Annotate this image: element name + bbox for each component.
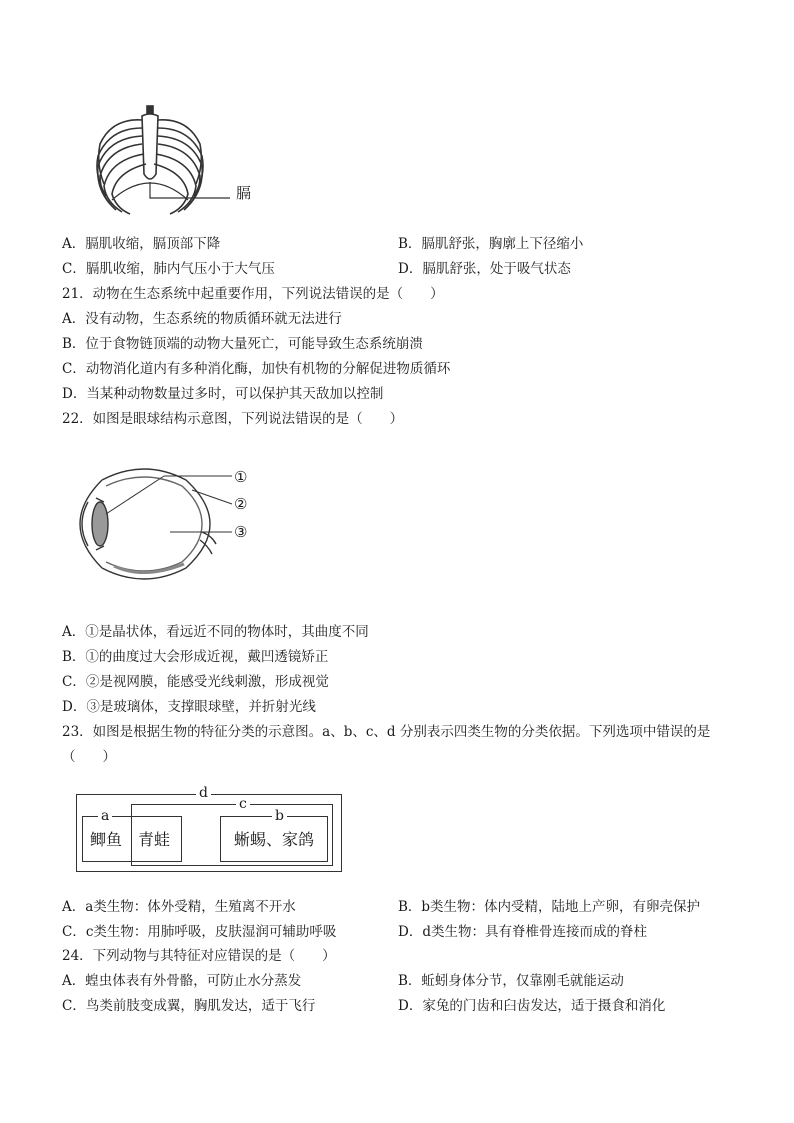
eye-label-2: ② — [234, 495, 248, 513]
eye-label-3: ③ — [234, 523, 248, 541]
organism-fish: 鲫鱼 — [90, 830, 123, 849]
q22-option-c[interactable]: C．②是视网膜，能感受光线刺激，形成视觉 — [62, 674, 329, 690]
q20-option-b[interactable]: B．膈肌舒张，胸廓上下径缩小 — [398, 236, 584, 252]
eye-label-1: ① — [234, 468, 248, 486]
organism-others: 蜥蜴、家鸽 — [234, 830, 315, 849]
q24-option-d[interactable]: D．家兔的门齿和臼齿发达，适于摄食和消化 — [398, 998, 666, 1014]
q20-option-d[interactable]: D．膈肌舒张，处于吸气状态 — [398, 261, 571, 277]
q24-option-c[interactable]: C．鸟类前肢变成翼，胸肌发达，适于飞行 — [62, 998, 316, 1014]
q21-option-d[interactable]: D．当某种动物数量过多时，可以保护其天敌加以控制 — [62, 386, 384, 402]
q23-stem: 23．如图是根据生物的特征分类的示意图。a、b、c、d 分别表示四类生物的分类依据。下列选项中错误的是 — [62, 724, 711, 740]
q23-option-b[interactable]: B．b类生物：体内受精，陆地上产卵，有卵壳保护 — [398, 899, 701, 915]
q24-option-b[interactable]: B．蚯蚓身体分节，仅靠刚毛就能运动 — [398, 973, 624, 989]
q23-stem-bracket: （ ） — [62, 749, 116, 765]
q22-option-d[interactable]: D．③是玻璃体，支撑眼球壁，并折射光线 — [62, 699, 316, 715]
q20-option-a[interactable]: A．膈肌收缩，膈顶部下降 — [62, 236, 221, 252]
classification-diagram — [76, 785, 342, 874]
q22-option-a[interactable]: A．①是晶状体，看远近不同的物体时，其曲度不同 — [62, 624, 369, 640]
q21-option-c[interactable]: C．动物消化道内有多种消化酶，加快有机物的分解促进物质循环 — [62, 361, 451, 377]
q23-option-c[interactable]: C．c类生物：用肺呼吸，皮肤湿润可辅助呼吸 — [62, 924, 337, 940]
label-d: d — [196, 785, 211, 801]
label-c: c — [236, 796, 250, 812]
label-a: a — [98, 808, 112, 824]
q21-stem: 21．动物在生态系统中起重要作用，下列说法错误的是（ ） — [62, 286, 444, 302]
q21-option-b[interactable]: B．位于食物链顶端的动物大量死亡，可能导致生态系统崩溃 — [62, 336, 423, 352]
q22-stem: 22．如图是眼球结构示意图，下列说法错误的是（ ） — [62, 411, 404, 427]
diaphragm-label: 膈 — [236, 184, 252, 202]
q22-option-b[interactable]: B．①的曲度过大会形成近视，戴凹透镜矫正 — [62, 649, 329, 665]
q23-option-a[interactable]: A．a类生物：体外受精，生殖离不开水 — [62, 899, 296, 915]
q23-option-d[interactable]: D．d类生物：具有脊椎骨连接而成的脊柱 — [398, 924, 647, 940]
ribcage-diagram — [90, 104, 270, 222]
label-b: b — [272, 808, 287, 824]
eye-diagram — [74, 462, 234, 586]
q20-option-c[interactable]: C．膈肌收缩，肺内气压小于大气压 — [62, 261, 275, 277]
organism-frog: 青蛙 — [138, 830, 171, 849]
q24-option-a[interactable]: A．蝗虫体表有外骨骼，可防止水分蒸发 — [62, 973, 302, 989]
q21-option-a[interactable]: A．没有动物，生态系统的物质循环就无法进行 — [62, 311, 342, 327]
q24-stem: 24．下列动物与其特征对应错误的是（ ） — [62, 948, 336, 964]
